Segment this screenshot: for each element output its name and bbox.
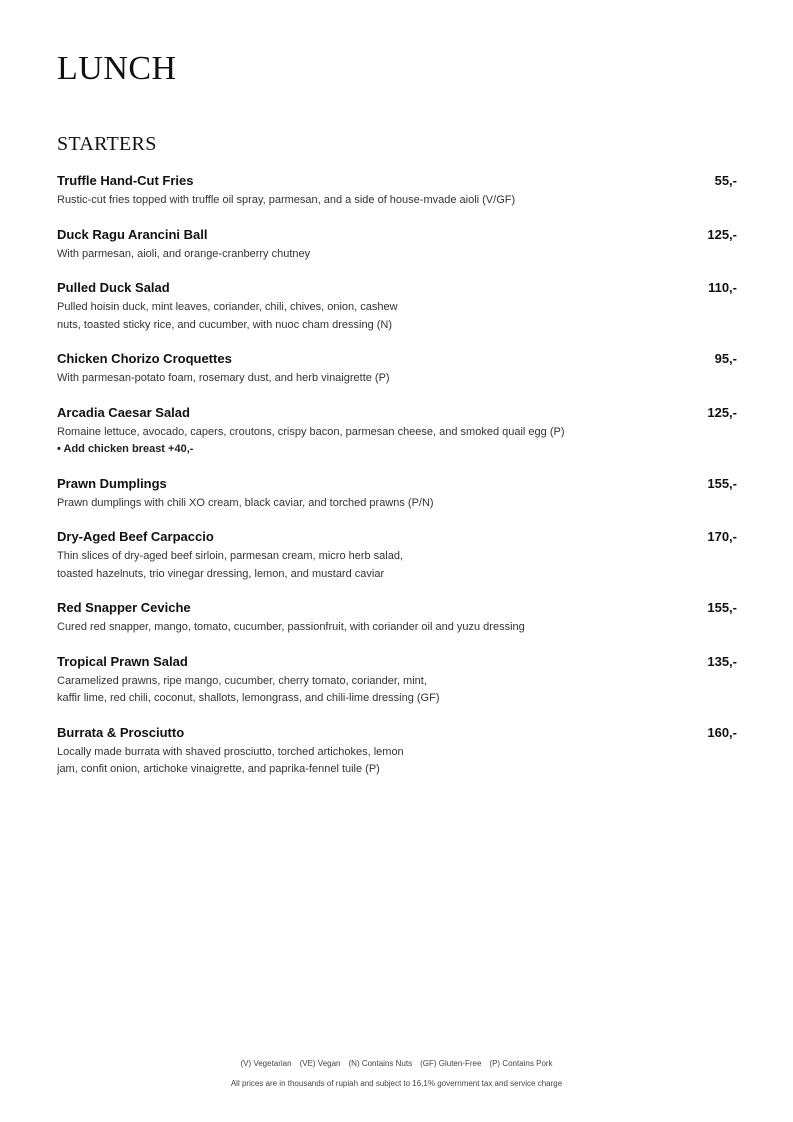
menu-item-header — [57, 529, 737, 548]
menu-item — [57, 476, 737, 513]
menu-item — [57, 227, 737, 264]
menu-item-description — [57, 192, 737, 210]
menu-item-header — [57, 654, 737, 673]
menu-page — [57, 0, 737, 1122]
section-title-starters: STARTERS — [57, 133, 157, 155]
menu-item-description — [57, 619, 737, 637]
menu-item-price: 170,- — [707, 529, 737, 544]
menu-item-header — [57, 227, 737, 246]
menu-item-name: Duck Ragu Arancini Ball — [57, 226, 208, 242]
menu-item-addon: • Add chicken breast +40,- — [57, 443, 194, 455]
description-line: Locally made burrata with shaved prosciutto, torched artichokes, lemon — [57, 745, 404, 758]
menu-item-price: 55,- — [714, 173, 737, 188]
menu-item-header — [57, 351, 737, 370]
menu-item-header — [57, 173, 737, 192]
description-line: toasted hazelnuts, trio vinegar dressing, lemon, and mustard caviar — [57, 567, 385, 580]
legend-entry: (P) Contains Pork — [489, 1059, 553, 1068]
menu-item-name: Chicken Chorizo Croquettes — [57, 351, 232, 366]
menu-item-price: 155,- — [707, 600, 737, 615]
legend-entry: (N) Contains Nuts — [348, 1059, 413, 1068]
menu-item-price: 135,- — [707, 653, 737, 669]
menu-item-name: Prawn Dumplings — [57, 475, 167, 491]
menu-item-name: Truffle Hand-Cut Fries — [57, 173, 194, 188]
menu-item-name: Arcadia Caesar Salad — [57, 404, 190, 420]
dietary-legend — [0, 1059, 793, 1068]
menu-item-name: Tropical Prawn Salad — [57, 653, 188, 669]
legend-entry: (GF) Gluten-Free — [420, 1059, 482, 1068]
menu-item — [57, 725, 737, 779]
description-line: kaffir lime, red chili, coconut, shallots, lemongrass, and chili-lime dressing (GF) — [57, 692, 440, 704]
description-line: Caramelized prawns, ripe mango, cucumber, cherry tomato, coriander, mint, — [57, 674, 427, 687]
description-line: Romaine lettuce, avocado, capers, croutons, crispy bacon, parmesan cheese, and smoked quail egg (P) — [57, 425, 565, 438]
menu-item-price: 125,- — [707, 226, 737, 242]
menu-item-header — [57, 476, 737, 495]
menu-item — [57, 405, 737, 459]
menu-item — [57, 351, 737, 388]
menu-item-description — [57, 246, 737, 264]
menu-item-name: Pulled Duck Salad — [57, 280, 170, 295]
description-line: With parmesan-potato foam, rosemary dust, and herb vinaigrette (P) — [57, 372, 390, 384]
description-line: Rustic-cut fries topped with truffle oil spray, parmesan, and a side of house-mvade aioli (V/GF) — [57, 194, 516, 206]
menu-item-header — [57, 405, 737, 424]
menu-item — [57, 173, 737, 210]
legend-entry: (V) Vegetarian — [240, 1059, 292, 1068]
menu-item-description — [57, 673, 737, 708]
menu-item-description — [57, 548, 737, 583]
menu-item-price: 155,- — [707, 475, 737, 491]
page-title: LUNCH — [57, 50, 177, 87]
description-line: jam, confit onion, artichoke vinaigrette, and paprika-fennel tuile (P) — [57, 763, 380, 775]
menu-item-description — [57, 370, 737, 388]
description-line: Pulled hoisin duck, mint leaves, coriander, chili, chives, onion, cashew — [57, 301, 398, 313]
menu-item-description — [57, 495, 737, 513]
menu-item-name: Red Snapper Ceviche — [57, 600, 191, 615]
menu-item-description — [57, 299, 737, 334]
menu-item-description — [57, 424, 737, 442]
menu-item-price: 160,- — [707, 724, 737, 740]
menu-item-description — [57, 744, 737, 779]
menu-item-header — [57, 280, 737, 299]
menu-item-header — [57, 600, 737, 619]
menu-items-list — [57, 173, 737, 779]
legend-entry: (VE) Vegan — [299, 1059, 341, 1068]
description-line: Prawn dumplings with chili XO cream, black caviar, and torched prawns (P/N) — [57, 496, 434, 509]
menu-item — [57, 280, 737, 334]
description-line: Thin slices of dry-aged beef sirloin, parmesan cream, micro herb salad, — [57, 550, 404, 562]
description-line: With parmesan, aioli, and orange-cranberry chutney — [57, 247, 311, 260]
price-footnote: All prices are in thousands of rupiah and subject to 16,1% government tax and service charge — [230, 1079, 563, 1088]
menu-item — [57, 529, 737, 583]
description-line: nuts, toasted sticky rice, and cucumber, with nuoc cham dressing (N) — [57, 318, 393, 331]
menu-item-name: Burrata & Prosciutto — [57, 724, 185, 740]
description-line: Cured red snapper, mango, tomato, cucumber, passionfruit, with coriander oil and yuzu dressing — [57, 621, 525, 633]
menu-item-price: 95,- — [714, 351, 737, 366]
menu-item — [57, 654, 737, 708]
menu-item — [57, 600, 737, 637]
menu-item-price: 110,- — [708, 280, 737, 295]
menu-item-price: 125,- — [707, 404, 737, 420]
menu-item-name: Dry-Aged Beef Carpaccio — [57, 529, 214, 544]
menu-item-header — [57, 725, 737, 744]
